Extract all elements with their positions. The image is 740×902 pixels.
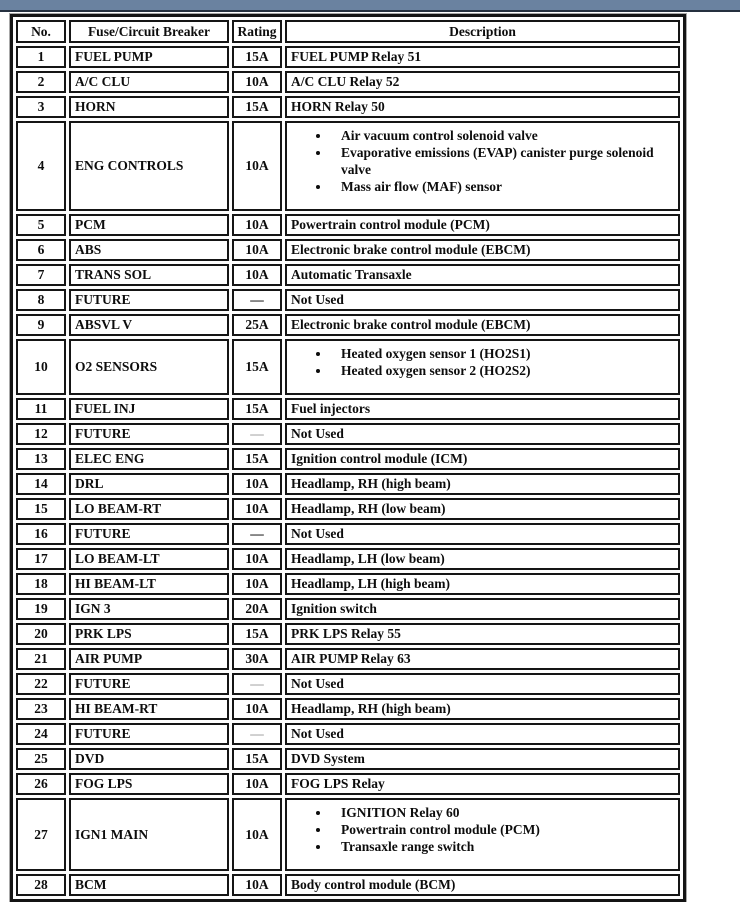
fuse-number-cell: 18: [16, 573, 66, 595]
fuse-number-cell: 14: [16, 473, 66, 495]
fuse-number-cell: 20: [16, 623, 66, 645]
fuse-name-cell: HI BEAM-LT: [69, 573, 229, 595]
table-row: [16, 239, 680, 261]
rating-cell: —: [232, 423, 282, 445]
description-cell: Electronic brake control module (EBCM): [285, 314, 680, 336]
description-cell: FUEL PUMP Relay 51: [285, 46, 680, 68]
rating-cell: 10A: [232, 264, 282, 286]
description-cell: A/C CLU Relay 52: [285, 71, 680, 93]
description-bullet-item: • Powertrain control module (PCM): [331, 821, 675, 838]
table-row: [16, 598, 680, 620]
table-row: [16, 648, 680, 670]
description-cell: [285, 798, 680, 871]
table-row: [16, 698, 680, 720]
rating-cell: 20A: [232, 598, 282, 620]
description-cell: FOG LPS Relay: [285, 773, 680, 795]
rating-cell: 15A: [232, 623, 282, 645]
fuse-name-cell: FUEL INJ: [69, 398, 229, 420]
fuse-name-cell: AIR PUMP: [69, 648, 229, 670]
description-cell: Fuel injectors: [285, 398, 680, 420]
table-header-row: [16, 20, 680, 43]
description-cell: Electronic brake control module (EBCM): [285, 239, 680, 261]
fuse-name-cell: BCM: [69, 874, 229, 896]
fuse-name-cell: ELEC ENG: [69, 448, 229, 470]
table-row: [16, 473, 680, 495]
fuse-number-cell: 17: [16, 548, 66, 570]
rating-cell: 10A: [232, 239, 282, 261]
fuse-number-cell: 7: [16, 264, 66, 286]
table-row: [16, 289, 680, 311]
description-cell: PRK LPS Relay 55: [285, 623, 680, 645]
description-cell: Headlamp, RH (high beam): [285, 473, 680, 495]
fuse-name-cell: FUEL PUMP: [69, 46, 229, 68]
fuse-number-cell: 28: [16, 874, 66, 896]
fuse-number-cell: 2: [16, 71, 66, 93]
rating-cell: —: [232, 523, 282, 545]
rating-cell: —: [232, 289, 282, 311]
description-cell: Headlamp, RH (high beam): [285, 698, 680, 720]
rating-cell: 10A: [232, 214, 282, 236]
description-cell: Headlamp, LH (low beam): [285, 548, 680, 570]
document-page: [0, 12, 740, 902]
table-row: [16, 523, 680, 545]
table-row: [16, 548, 680, 570]
description-bullet-item: • IGNITION Relay 60: [331, 804, 675, 821]
rating-cell: 10A: [232, 773, 282, 795]
fuse-name-cell: DVD: [69, 748, 229, 770]
table-row: [16, 71, 680, 93]
fuse-name-cell: PCM: [69, 214, 229, 236]
fuse-number-cell: 6: [16, 239, 66, 261]
description-cell: Not Used: [285, 673, 680, 695]
fuse-number-cell: 9: [16, 314, 66, 336]
fuse-number-cell: 21: [16, 648, 66, 670]
description-cell: [285, 339, 680, 395]
fuse-name-cell: FUTURE: [69, 673, 229, 695]
table-row: [16, 623, 680, 645]
table-row: [16, 121, 680, 211]
description-cell: HORN Relay 50: [285, 96, 680, 118]
description-cell: Body control module (BCM): [285, 874, 680, 896]
rating-cell: 15A: [232, 96, 282, 118]
fuse-name-cell: FUTURE: [69, 723, 229, 745]
fuse-number-cell: 22: [16, 673, 66, 695]
rating-cell: 15A: [232, 398, 282, 420]
rating-cell: 15A: [232, 748, 282, 770]
description-bullet-list: [291, 127, 675, 195]
table-row: [16, 448, 680, 470]
description-bullet-item: • Air vacuum control solenoid valve: [331, 127, 675, 144]
table-row: [16, 723, 680, 745]
fuse-name-cell: FUTURE: [69, 523, 229, 545]
fuse-name-cell: FUTURE: [69, 289, 229, 311]
description-cell: Headlamp, LH (high beam): [285, 573, 680, 595]
table-row: [16, 673, 680, 695]
rating-cell: 10A: [232, 473, 282, 495]
table-row: [16, 339, 680, 395]
description-cell: [285, 121, 680, 211]
description-bullet-item: • Transaxle range switch: [331, 838, 675, 855]
window-top-bar: [0, 0, 740, 12]
description-bullet-list: [291, 345, 675, 379]
rating-cell: 10A: [232, 573, 282, 595]
fuse-name-cell: HORN: [69, 96, 229, 118]
rating-cell: 10A: [232, 121, 282, 211]
header-no: No.: [16, 20, 66, 43]
fuse-number-cell: 27: [16, 798, 66, 871]
rating-cell: 15A: [232, 46, 282, 68]
fuse-name-cell: O2 SENSORS: [69, 339, 229, 395]
description-bullet-item: • Evaporative emissions (EVAP) canister purge solenoid valve: [331, 144, 675, 178]
header-fuse-circuit-breaker: Fuse/Circuit Breaker: [69, 20, 229, 43]
fuse-name-cell: ENG CONTROLS: [69, 121, 229, 211]
rating-cell: 15A: [232, 448, 282, 470]
fuse-number-cell: 19: [16, 598, 66, 620]
fuse-name-cell: LO BEAM-LT: [69, 548, 229, 570]
description-cell: Not Used: [285, 523, 680, 545]
rating-cell: 30A: [232, 648, 282, 670]
rating-cell: 10A: [232, 71, 282, 93]
fuse-number-cell: 12: [16, 423, 66, 445]
fuse-box-table: [10, 14, 686, 902]
table-row: [16, 46, 680, 68]
fuse-name-cell: FUTURE: [69, 423, 229, 445]
description-cell: Ignition control module (ICM): [285, 448, 680, 470]
table-row: [16, 573, 680, 595]
table-row: [16, 798, 680, 871]
rating-cell: 10A: [232, 498, 282, 520]
description-cell: Ignition switch: [285, 598, 680, 620]
rating-cell: —: [232, 723, 282, 745]
description-cell: DVD System: [285, 748, 680, 770]
table-row: [16, 773, 680, 795]
description-bullet-item: • Heated oxygen sensor 2 (HO2S2): [331, 362, 675, 379]
fuse-number-cell: 26: [16, 773, 66, 795]
fuse-number-cell: 23: [16, 698, 66, 720]
fuse-name-cell: TRANS SOL: [69, 264, 229, 286]
fuse-name-cell: ABSVL V: [69, 314, 229, 336]
fuse-number-cell: 1: [16, 46, 66, 68]
rating-cell: 10A: [232, 874, 282, 896]
header-description: Description: [285, 20, 680, 43]
fuse-name-cell: PRK LPS: [69, 623, 229, 645]
fuse-number-cell: 25: [16, 748, 66, 770]
fuse-name-cell: LO BEAM-RT: [69, 498, 229, 520]
fuse-number-cell: 10: [16, 339, 66, 395]
fuse-name-cell: ABS: [69, 239, 229, 261]
description-cell: AIR PUMP Relay 63: [285, 648, 680, 670]
fuse-number-cell: 15: [16, 498, 66, 520]
fuse-name-cell: HI BEAM-RT: [69, 698, 229, 720]
table-row: [16, 498, 680, 520]
rating-cell: 10A: [232, 798, 282, 871]
rating-cell: 15A: [232, 339, 282, 395]
description-cell: Not Used: [285, 723, 680, 745]
fuse-number-cell: 13: [16, 448, 66, 470]
description-cell: Not Used: [285, 289, 680, 311]
fuse-number-cell: 24: [16, 723, 66, 745]
fuse-number-cell: 11: [16, 398, 66, 420]
fuse-name-cell: IGN1 MAIN: [69, 798, 229, 871]
table-row: [16, 264, 680, 286]
fuse-number-cell: 5: [16, 214, 66, 236]
fuse-table-body: [16, 46, 680, 896]
fuse-name-cell: FOG LPS: [69, 773, 229, 795]
rating-cell: 10A: [232, 548, 282, 570]
description-cell: Not Used: [285, 423, 680, 445]
table-row: [16, 214, 680, 236]
table-row: [16, 314, 680, 336]
description-cell: Automatic Transaxle: [285, 264, 680, 286]
fuse-number-cell: 3: [16, 96, 66, 118]
header-rating: Rating: [232, 20, 282, 43]
table-row: [16, 748, 680, 770]
description-cell: Powertrain control module (PCM): [285, 214, 680, 236]
description-bullet-item: • Heated oxygen sensor 1 (HO2S1): [331, 345, 675, 362]
rating-cell: —: [232, 673, 282, 695]
fuse-name-cell: DRL: [69, 473, 229, 495]
description-bullet-list: [291, 804, 675, 855]
table-row: [16, 874, 680, 896]
fuse-name-cell: A/C CLU: [69, 71, 229, 93]
description-cell: Headlamp, RH (low beam): [285, 498, 680, 520]
fuse-number-cell: 16: [16, 523, 66, 545]
fuse-number-cell: 4: [16, 121, 66, 211]
table-row: [16, 398, 680, 420]
table-row: [16, 96, 680, 118]
fuse-name-cell: IGN 3: [69, 598, 229, 620]
rating-cell: 10A: [232, 698, 282, 720]
description-bullet-item: • Mass air flow (MAF) sensor: [331, 178, 675, 195]
rating-cell: 25A: [232, 314, 282, 336]
table-row: [16, 423, 680, 445]
fuse-number-cell: 8: [16, 289, 66, 311]
